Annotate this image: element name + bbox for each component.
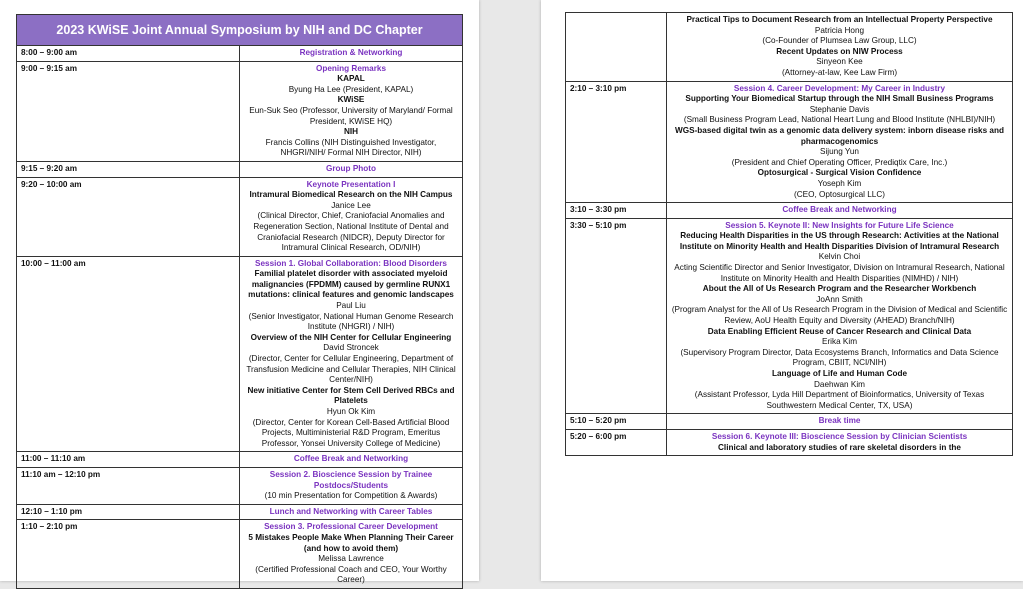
speaker-info: Eun-Suk Seo (Professor, University of Maryland/ Formal President, KWiSE HQ) — [249, 105, 453, 126]
document-page-left — [0, 0, 479, 585]
session-details — [240, 504, 463, 520]
speaker-info: (CEO, Optosurgical LLC) — [793, 189, 885, 199]
session-details — [240, 520, 463, 589]
session-details — [667, 81, 1013, 203]
session-title: Session 2. Bioscience Session by Trainee Postdocs/Students — [269, 469, 433, 490]
speaker-info: (Senior Investigator, National Human Genome Research Institute (NHGRI) / NIH) — [248, 311, 454, 332]
session-title: Session 6. Keynote III: Bioscience Session by Clinician Scientists — [711, 431, 968, 441]
talk-title: New initiative Center for Stem Cell Derived RBCs and Platelets — [247, 385, 455, 406]
speaker-info: Yoseph Kim — [817, 178, 862, 188]
session-details — [240, 161, 463, 177]
session-details — [667, 218, 1013, 414]
speaker-info: (Program Analyst for the All of Us Research Program in the Division of Medical and Scientific Review, AoU Health Equity and Diversity (AHEAD) Branch/NIH) — [671, 305, 1008, 326]
speaker-info: Stephanie Davis — [809, 104, 870, 114]
session-details — [240, 467, 463, 504]
speaker-info: Patricia Hong — [814, 25, 865, 35]
schedule-row — [17, 177, 463, 256]
schedule-table-right — [565, 12, 1013, 456]
time-slot: 2:10 – 3:10 pm — [566, 81, 667, 203]
speaker-info: Paul Liu — [336, 301, 366, 311]
speaker-info: (Co-Founder of Plumsea Law Group, LLC) — [762, 36, 917, 46]
title-row — [17, 15, 463, 46]
talk-title: Intramural Biomedical Research on the NIH Campus — [249, 190, 453, 200]
time-slot: 5:10 – 5:20 pm — [566, 414, 667, 430]
talk-title: NIH — [343, 127, 359, 137]
speaker-info: David Stroncek — [323, 343, 379, 353]
session-details — [667, 203, 1013, 219]
schedule-row — [17, 46, 463, 62]
session-title: Registration & Networking — [299, 48, 403, 57]
time-slot: 11:00 – 11:10 am — [17, 452, 240, 468]
schedule-row — [566, 203, 1013, 219]
talk-title: Practical Tips to Document Research from an Intellectual Property Perspective — [686, 15, 993, 24]
time-slot: 3:30 – 5:10 pm — [566, 218, 667, 414]
time-slot: 10:00 – 11:00 am — [17, 256, 240, 452]
talk-title: 5 Mistakes People Make When Planning Their Career (and how to avoid them) — [248, 532, 454, 553]
speaker-info: Janice Lee — [331, 200, 371, 210]
time-slot: 11:10 am – 12:10 pm — [17, 467, 240, 504]
session-details — [240, 452, 463, 468]
session-title: Group Photo — [325, 163, 377, 173]
time-slot: 8:00 – 9:00 am — [17, 46, 240, 62]
speaker-info: (10 min Presentation for Competition & Awards) — [264, 491, 438, 501]
speaker-info: (Clinical Director, Chief, Craniofacial Anomalies and Regeneration Section, National Institute of Dental and Craniofacial Research (NIDCR), Deputy Director for Intramural Clinical Research, OD/NIH) — [253, 211, 449, 253]
session-title: Break time — [818, 416, 861, 426]
session-details — [240, 61, 463, 161]
time-slot: 5:20 – 6:00 pm — [566, 429, 667, 455]
speaker-info: Sinyeon Kee — [816, 57, 863, 67]
symposium-title: 2023 KWiSE Joint Annual Symposium by NIH and DC Chapter — [17, 15, 463, 46]
schedule-table-left — [16, 14, 463, 589]
session-details — [240, 177, 463, 256]
schedule-row — [17, 520, 463, 589]
time-slot: 12:10 – 1:10 pm — [17, 504, 240, 520]
session-title: Session 4. Career Development: My Career in Industry — [733, 83, 946, 93]
schedule-row — [17, 161, 463, 177]
speaker-info: Melissa Lawrence — [318, 554, 384, 564]
speaker-info: Byung Ha Lee (President, KAPAL) — [288, 84, 414, 94]
talk-title: Reducing Health Disparities in the US through Research: Activities at the National Institute on Minority Health and Health Disparities Division of Intramural Research — [679, 231, 1000, 251]
schedule-row — [566, 81, 1013, 203]
session-title: Session 1. Global Collaboration: Blood Disorders — [255, 258, 447, 268]
document-page-right — [541, 0, 1023, 581]
speaker-info: (Director, Center for Korean Cell-Based Artificial Blood Projects, Multiministerial R&D Program, Emeritus Professor, Yonsei University College of Medicine) — [252, 417, 450, 448]
speaker-info: JoAnn Smith — [816, 294, 863, 304]
talk-title: About the All of Us Research Program and the Researcher Workbench — [702, 284, 977, 294]
speaker-info: (Director, Center for Cellular Engineering, Department of Transfusion Medicine and Cellular Therapies, NIH Clinical Center/NIH) — [246, 354, 456, 385]
time-slot — [566, 13, 667, 82]
session-title: Lunch and Networking with Career Tables — [269, 506, 433, 516]
schedule-row — [566, 429, 1013, 455]
speaker-info: Acting Scientific Director and Senior Investigator, Division on Intramural Research, National Institute on Minority Health and Health Disparities (NIMHD) / NIH) — [674, 263, 1005, 283]
talk-title: Optosurgical - Surgical Vision Confidence — [757, 168, 922, 178]
session-details — [667, 13, 1013, 82]
time-slot: 9:15 – 9:20 am — [17, 161, 240, 177]
speaker-info: (Supervisory Program Director, Data Ecosystems Branch, Informatics and Data Science Program, CBIIT, NCI/NIH) — [680, 347, 999, 368]
schedule-row — [17, 452, 463, 468]
talk-title: Data Enabling Efficient Reuse of Cancer Research and Clinical Data — [707, 326, 972, 336]
time-slot: 9:00 – 9:15 am — [17, 61, 240, 161]
session-title: Coffee Break and Networking — [293, 454, 409, 464]
session-title: Session 3. Professional Career Development — [264, 522, 438, 532]
schedule-row — [17, 467, 463, 504]
session-title: Keynote Presentation I — [306, 179, 396, 189]
session-title: Opening Remarks — [315, 63, 387, 73]
time-slot: 3:10 – 3:30 pm — [566, 203, 667, 219]
session-title: Coffee Break and Networking — [782, 205, 897, 215]
time-slot: 9:20 – 10:00 am — [17, 177, 240, 256]
speaker-info: (Assistant Professor, Lyda Hill Department of Bioinformatics, University of Texas Southwestern Medical Center, TX, USA) — [694, 390, 985, 410]
talk-title: Clinical and laboratory studies of rare skeletal disorders in the — [718, 442, 961, 452]
session-details — [667, 414, 1013, 430]
schedule-row — [566, 218, 1013, 414]
session-details — [240, 256, 463, 452]
speaker-info: Erika Kim — [821, 337, 858, 347]
speaker-info: (Small Business Program Lead, National Heart Lung and Blood Institute (NHLBI)/NIH) — [683, 115, 996, 125]
talk-title: Language of Life and Human Code — [771, 369, 908, 378]
speaker-info: (Attorney-at-law, Kee Law Firm) — [781, 67, 898, 77]
speaker-info: (President and Chief Operating Officer, Prediqtix Care, Inc.) — [731, 157, 948, 167]
speaker-info: Kelvin Choi — [818, 252, 861, 262]
talk-title: WGS-based digital twin as a genomic data delivery system: inborn disease risks and pharmacogenomics — [675, 125, 1004, 146]
speaker-info: Sijung Yun — [819, 147, 859, 157]
talk-title: Familial platelet disorder with associated myeloid malignancies (FPDMM) caused by germline RUNX1 mutations: clinical features and genomic landscapes — [248, 269, 454, 300]
talk-title: KAPAL — [337, 74, 365, 84]
schedule-row — [17, 504, 463, 520]
schedule-row — [17, 61, 463, 161]
schedule-row — [566, 414, 1013, 430]
speaker-info: Francis Collins (NIH Distinguished Investigator, NHGRI/NIH/ Formal NIH Director, NIH) — [265, 137, 437, 158]
session-title: Session 5. Keynote II: New Insights for Future Life Science — [725, 220, 954, 230]
talk-title: Overview of the NIH Center for Cellular Engineering — [250, 332, 452, 342]
speaker-info: (Certified Professional Coach and CEO, Your Worthy Career) — [255, 564, 447, 585]
speaker-info: Hyun Ok Kim — [326, 407, 376, 416]
talk-title: KWiSE — [337, 95, 365, 105]
schedule-row — [566, 13, 1013, 82]
schedule-row — [17, 256, 463, 452]
talk-title: Recent Updates on NIW Process — [776, 46, 903, 56]
speaker-info: Daehwan Kim — [814, 379, 865, 389]
time-slot: 1:10 – 2:10 pm — [17, 520, 240, 589]
talk-title: Supporting Your Biomedical Startup through the NIH Small Business Programs — [685, 94, 994, 104]
session-details — [667, 429, 1013, 455]
session-details — [240, 46, 463, 62]
